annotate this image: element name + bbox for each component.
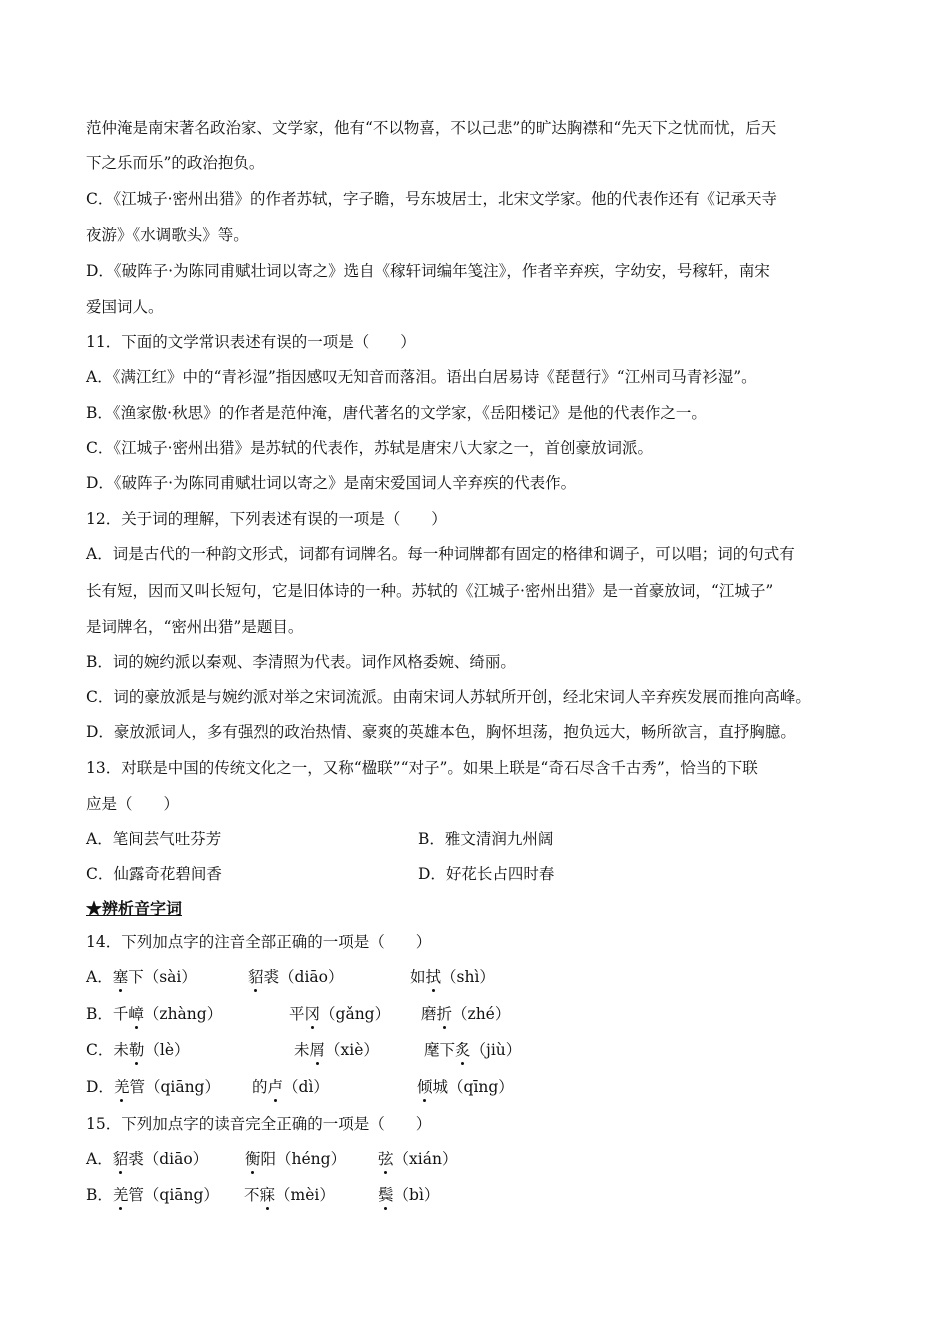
option-text: （gǎng） (320, 1005, 391, 1023)
option-text: C．未 (86, 1041, 129, 1059)
q15-a-item-1 (86, 1149, 208, 1169)
question-13-stem-cont: 应是（ ） (86, 795, 180, 813)
dotted-char: 倾 (417, 1078, 433, 1096)
option-text: （zhé） (452, 1005, 511, 1023)
option-text: 如 (410, 968, 426, 986)
q14-c-item-3 (424, 1040, 521, 1060)
option-text: 不 (244, 1186, 260, 1204)
q13-option-d: D．好花长占四时春 (418, 865, 555, 883)
dotted-char: 衡 (245, 1150, 261, 1168)
q15-b-item-1 (86, 1185, 219, 1205)
option-text: 裘（diāo） (128, 1150, 209, 1168)
option-text: B．千 (86, 1005, 129, 1023)
q15-a-item-3 (378, 1149, 457, 1169)
option-text: （shì） (441, 968, 495, 986)
option-text: 城（qīng） (432, 1078, 514, 1096)
q14-a-item-2 (248, 967, 343, 987)
q15-b-item-2 (244, 1185, 335, 1205)
q11-option-d: D．《破阵子·为陈同甫赋壮词以寄之》是南宋爱国词人辛弃疾的代表作。 (86, 474, 577, 492)
option-text: （mèi） (275, 1186, 335, 1204)
text-line: C．《江城子·密州出猎》的作者苏轼，字子瞻，号东坡居士，北宋文学家。他的代表作还有《记承天寺 (86, 190, 778, 208)
option-text: （xián） (393, 1150, 458, 1168)
section-title: ★辨析音字词 (86, 899, 183, 918)
option-text: （jiù） (470, 1041, 522, 1059)
q13-option-b: B．雅文清润九州阔 (418, 830, 554, 848)
option-text: （zhàng） (143, 1005, 223, 1023)
dotted-char: 貂 (248, 968, 264, 986)
q14-b-item-2 (289, 1004, 390, 1024)
dotted-char: 塞 (112, 968, 129, 986)
dotted-char: 冈 (304, 1005, 321, 1023)
question-12-stem: 12．关于词的理解，下列表述有误的一项是（ ） (86, 510, 447, 528)
question-13-stem: 13．对联是中国的传统文化之一，又称“楹联”“对子”。如果上联是“奇石尽含千古秀”，恰当的下联 (86, 759, 758, 777)
q14-c-item-2 (294, 1040, 379, 1060)
dotted-char: 寐 (259, 1186, 276, 1204)
q15-b-item-3 (378, 1185, 439, 1205)
dotted-char: 炙 (455, 1041, 471, 1059)
q15-a-item-2 (245, 1149, 346, 1169)
option-text: 阳（héng） (260, 1150, 347, 1168)
q14-d-item-3 (417, 1077, 514, 1097)
text-line: D．《破阵子·为陈同甫赋壮词以寄之》选自《稼轩词编年笺注》，作者辛弃疾，字幼安，号稼轩，南宋 (86, 262, 770, 280)
q12-option-a-cont: 长有短，因而又叫长短句，它是旧体诗的一种。苏轼的《江城子·密州出猎》是一首豪放词，“江城子” (86, 582, 774, 600)
q14-b-item-1 (86, 1004, 222, 1024)
dotted-char: 貂 (112, 1150, 129, 1168)
dotted-char: 鬓 (378, 1186, 394, 1204)
q13-option-c: C．仙露奇花碧间香 (86, 865, 222, 883)
option-text: 管（qiāng） (129, 1078, 220, 1096)
option-text: 麾下 (424, 1041, 456, 1059)
text-line: 爱国词人。 (86, 298, 164, 316)
q12-option-b: B．词的婉约派以秦观、李清照为代表。词作风格委婉、绮丽。 (86, 653, 516, 671)
option-text: 未 (294, 1041, 310, 1059)
option-text: 下（sài） (128, 968, 197, 986)
dotted-char: 屑 (309, 1041, 326, 1059)
option-text: 裘（diāo） (263, 968, 344, 986)
q14-d-item-1 (86, 1077, 220, 1097)
option-text: （lè） (144, 1041, 190, 1059)
dotted-char: 卢 (267, 1078, 284, 1096)
dotted-char: 勒 (128, 1041, 145, 1059)
q12-option-a: A．词是古代的一种韵文形式，词都有词牌名。每一种词牌都有固定的格律和调子，可以唱；词的句式有 (86, 545, 795, 563)
q14-c-item-1 (86, 1040, 190, 1060)
q12-option-d: D．豪放派词人，多有强烈的政治热情、豪爽的英雄本色，胸怀坦荡，抱负远大，畅所欲言，直抒胸臆。 (86, 723, 796, 741)
q12-option-c: C．词的豪放派是与婉约派对举之宋词流派。由南宋词人苏轼所开创，经北宋词人辛弃疾发展而推向高峰。 (86, 688, 811, 706)
option-text: 磨 (421, 1005, 437, 1023)
dotted-char: 羌 (113, 1078, 130, 1096)
option-text: （bì） (393, 1186, 440, 1204)
dotted-char: 拭 (425, 968, 442, 986)
dotted-char: 弦 (378, 1150, 394, 1168)
q11-option-a: A．《满江红》中的“青衫湿”指因感叹无知音而落泪。语出白居易诗《琵琶行》“江州司马青衫湿”。 (86, 368, 757, 386)
option-text: B． (86, 1186, 113, 1204)
text-line: 下之乐而乐”的政治抱负。 (86, 154, 265, 172)
q14-a-item-3 (410, 967, 495, 987)
question-14-stem: 14．下列加点字的注音全部正确的一项是（ ） (86, 933, 432, 951)
q13-option-a: A．笔间芸气吐芬芳 (86, 830, 222, 848)
question-15-stem: 15．下列加点字的读音完全正确的一项是（ ） (86, 1115, 432, 1133)
text-line: 夜游》《水调歌头》等。 (86, 226, 249, 244)
q14-d-item-2 (252, 1077, 329, 1097)
option-text: （xiè） (325, 1041, 379, 1059)
q12-option-a-cont: 是词牌名，“密州出猎”是题目。 (86, 618, 304, 636)
option-text: 平 (289, 1005, 305, 1023)
q14-b-item-3 (421, 1004, 510, 1024)
dotted-char: 羌 (112, 1186, 129, 1204)
option-text: 的 (252, 1078, 268, 1096)
q11-option-b: B．《渔家傲·秋思》的作者是范仲淹，唐代著名的文学家，《岳阳楼记》是他的代表作之一。 (86, 404, 707, 422)
option-text: A． (86, 1150, 113, 1168)
option-text: D． (86, 1078, 114, 1096)
question-11-stem: 11．下面的文学常识表述有误的一项是（ ） (86, 333, 416, 351)
option-text: （dì） (283, 1078, 329, 1096)
text-line: 范仲淹是南宋著名政治家、文学家，他有“不以物喜，不以己悲”的旷达胸襟和“先天下之忧而忧，后天 (86, 119, 777, 137)
q11-option-c: C．《江城子·密州出猎》是苏轼的代表作，苏轼是唐宋八大家之一，首创豪放词派。 (86, 439, 654, 457)
option-text: A． (86, 968, 113, 986)
dotted-char: 折 (436, 1005, 453, 1023)
q14-a-item-1 (86, 967, 197, 987)
dotted-char: 嶂 (128, 1005, 144, 1023)
option-text: 管（qiāng） (128, 1186, 219, 1204)
